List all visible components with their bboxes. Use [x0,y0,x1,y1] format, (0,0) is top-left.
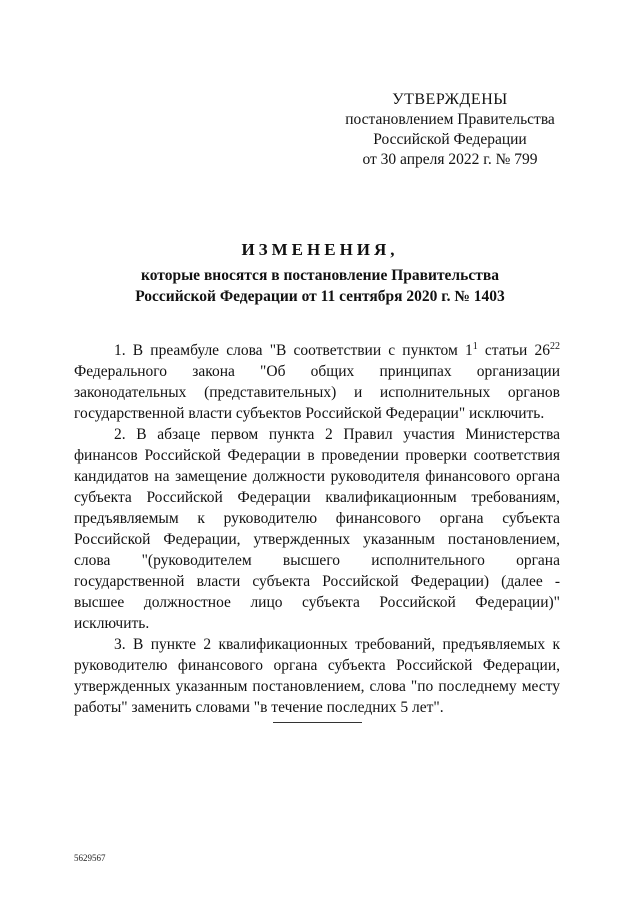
paragraph-1-superscript-2: 22 [550,340,560,352]
paragraph-1-part-b: статьи 26 [477,342,550,359]
document-body [74,340,560,718]
paragraph-1-part-c: Федерального закона "Об общих принципах организации законодательных (представительных) и исполнительных органов государственной власти субъектов Российской Федерации" исключить. [74,363,560,422]
subtitle-line-2: Российской Федерации от 11 сентября 2020 г. № 1403 [135,288,505,305]
approval-line-date: от 30 апреля 2022 г. № 799 [362,151,538,168]
paragraph-1-superscript-1: 1 [472,340,478,352]
document-subtitle [100,265,540,307]
paragraph-1-part-a: 1. В преамбуле слова "В соответствии с пунктом 1 [114,342,473,359]
approval-line-federation: Российской Федерации [373,131,527,148]
approval-heading: УТВЕРЖДЕНЫ [392,91,508,108]
paragraph-2: 2. В абзаце первом пункта 2 Правил участия Министерства финансов Российской Федерации в проведении проверки соответствия кандидатов на замещение должности руководителя финансового органа субъекта Российской Федерации квалификационным требованиям, предъявляемым к руководителю финансового органа субъекта Российской Федерации, утвержденных указанным постановлением, слова "(руководителем высшего исполнительного органа государственной власти субъекта Российской Федерации) (далее - высшее должностное лицо субъекта Российской Федерации)" исключить. [74,426,560,632]
approval-stamp [330,90,570,170]
paragraph-3: 3. В пункте 2 квалификационных требований, предъявляемых к руководителю финансового органа субъекта Российской Федерации, утвержденных указанным постановлением, слова "по последнему месту работы" заменить словами "в течение последних 5 лет". [74,636,560,716]
paragraph-1 [74,340,560,424]
document-number: 5629567 [74,853,106,863]
document-title: ИЗМЕНЕНИЯ, [241,240,399,259]
approval-line-decree: постановлением Правительства [345,111,555,128]
subtitle-line-1: которые вносятся в постановление Правительства [141,267,499,284]
end-divider [273,722,362,723]
